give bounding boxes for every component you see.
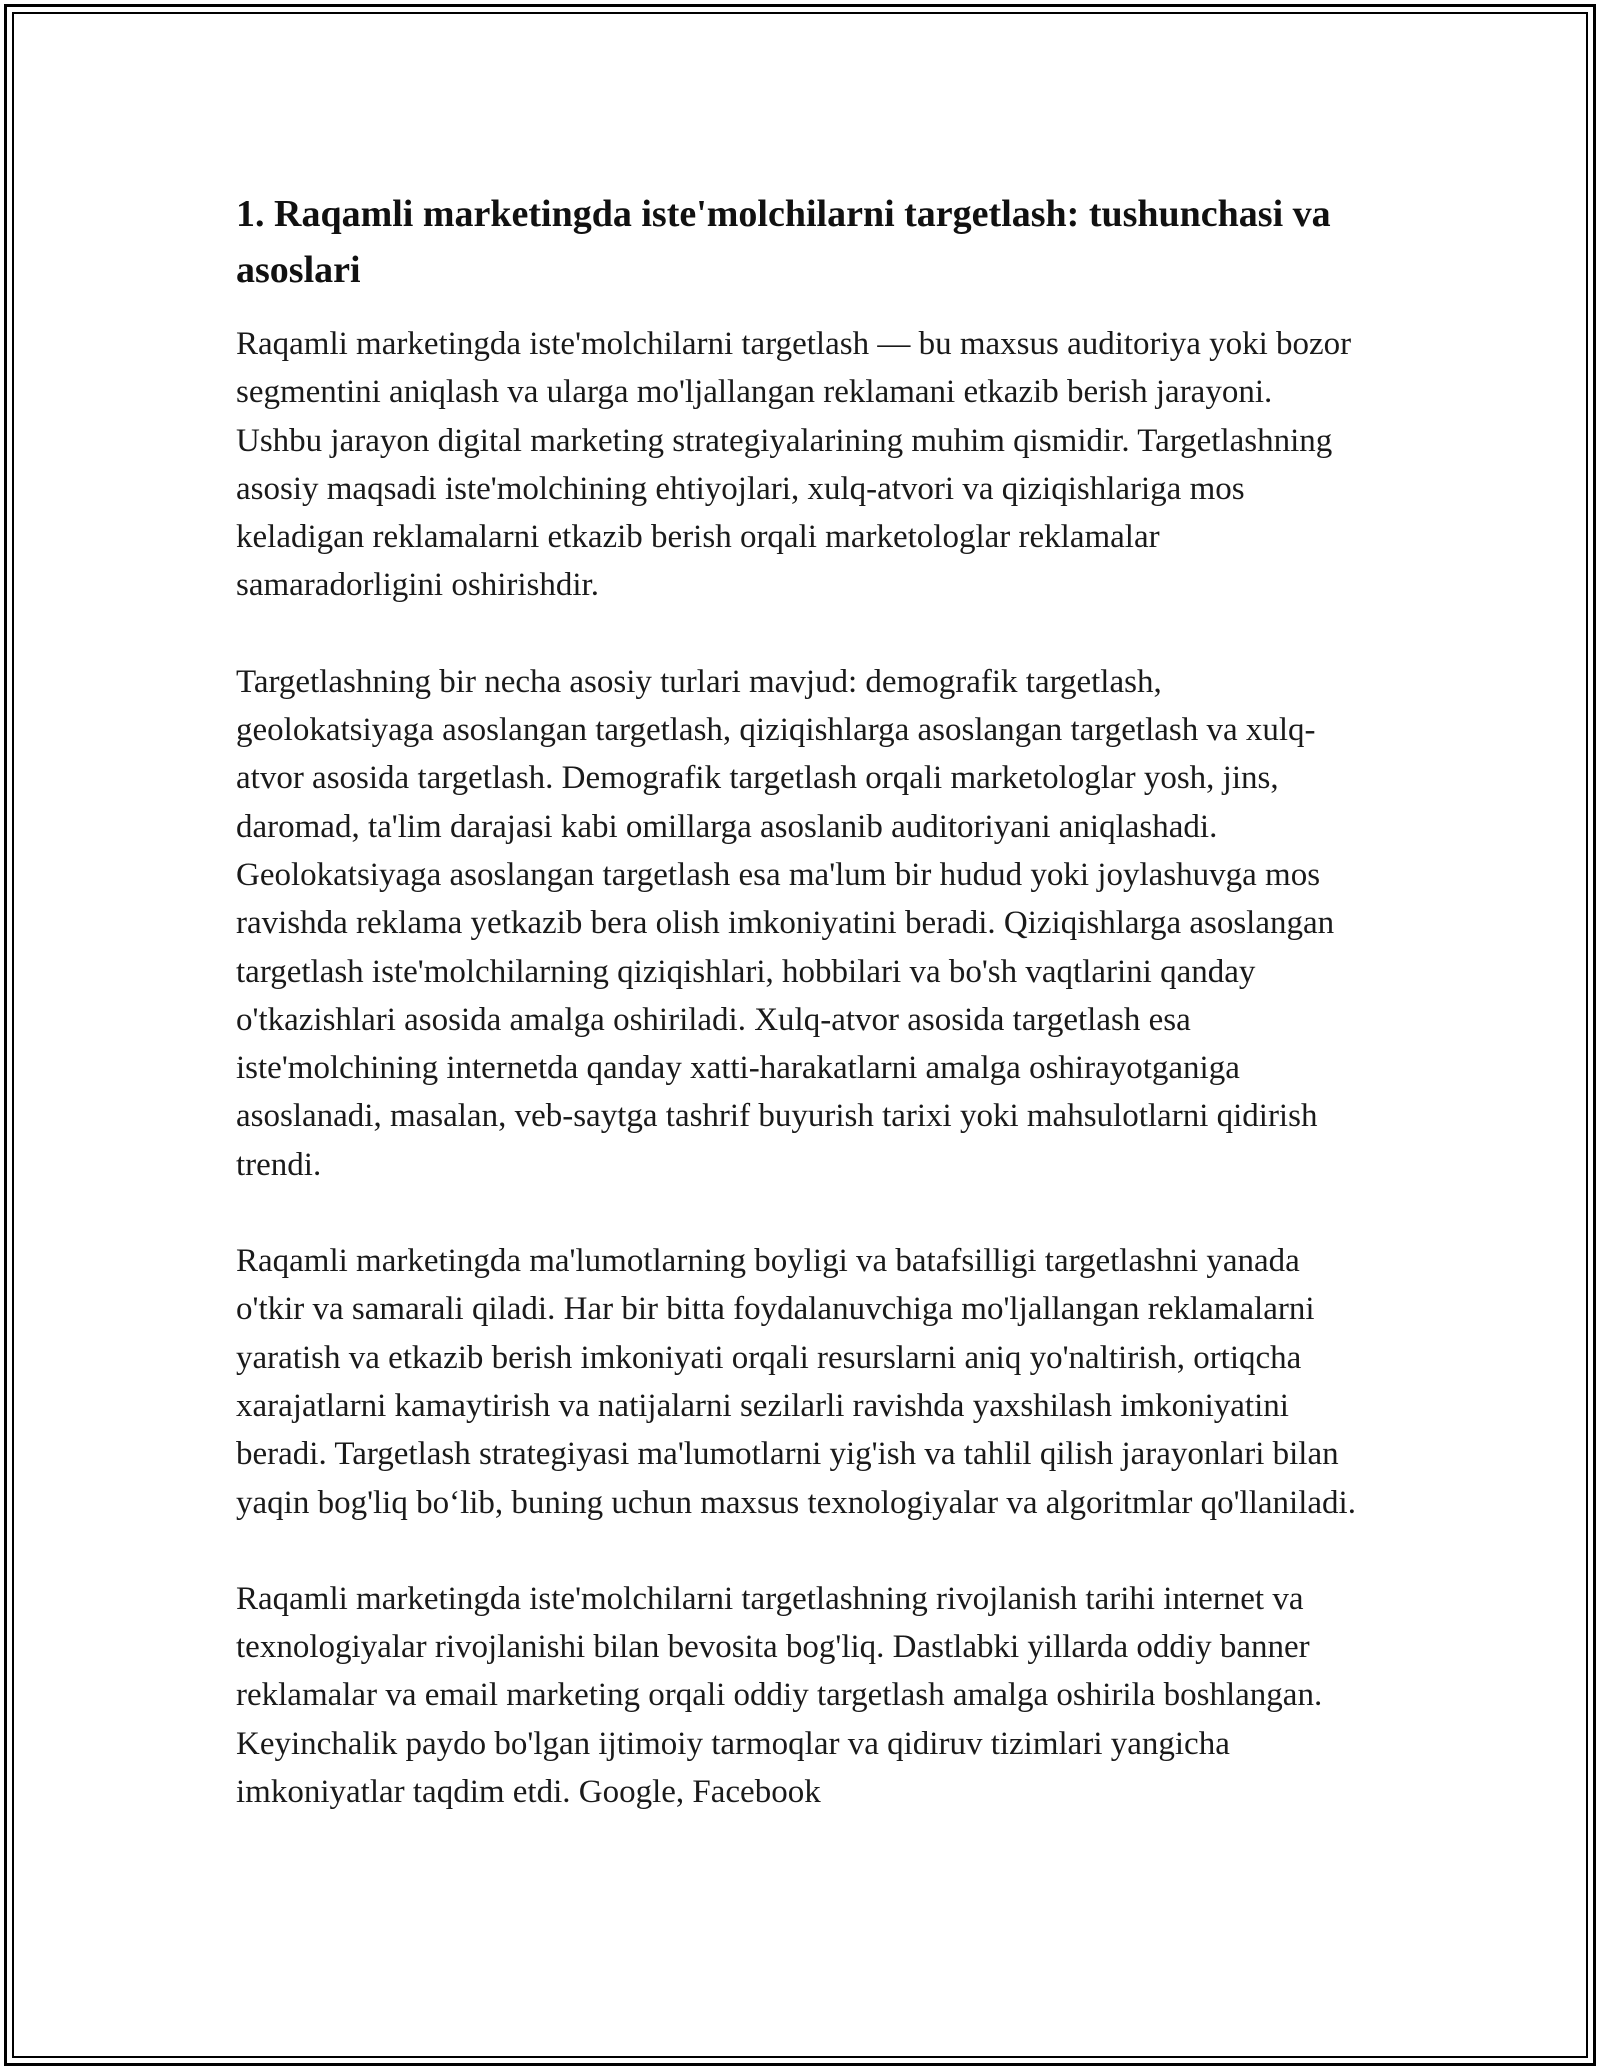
paragraph-3: Raqamli marketingda ma'lumotlarning boyligi va batafsilligi targetlashni yanada o'tkir va samarali qiladi. Har bir bitta foydalanuvchiga mo'ljallangan reklamalarni yaratish va etkazib berish imkoniyati orqali resurslarni aniq yo'naltirish, ortiqcha xarajatlarni kamaytirish va natijalarni sezilarli ravishda yaxshilash imkoniyatini beradi. Targetlash strategiyasi ma'lumotlarni yig'ish va tahlil qilish jarayonlari bilan yaqin bog'liq bo‘lib, buning uchun maxsus texnologiyalar va algoritmlar qo'llaniladi. <box>236 1243 1356 1521</box>
section-heading: 1. Raqamli marketingda iste'molchilarni targetlash: tushunchasi va asoslari <box>236 193 1331 291</box>
paragraph-1: Raqamli marketingda iste'molchilarni targetlash — bu maxsus auditoriya yoki bozor segmentini aniqlash va ularga mo'ljallangan reklamani etkazib berish jarayoni. Ushbu jarayon digital marketing strategiyalarining muhim qismidir. Targetlashning asosiy maqsadi iste'molchining ehtiyojlari, xulq-atvori va qiziqishlariga mos keladigan reklamalarni etkazib berish orqali marketologlar reklamalar samaradorligini oshirishdir. <box>236 326 1352 604</box>
document-body <box>236 186 1366 1864</box>
paragraph-2: Targetlashning bir necha asosiy turlari mavjud: demografik targetlash, geolokatsiyaga asoslangan targetlash, qiziqishlarga asoslangan targetlash va xulq-atvor asosida targetlash. Demografik targetlash orqali marketologlar yosh, jins, daromad, ta'lim darajasi kabi omillarga asoslanib auditoriyani aniqlashadi. Geolokatsiyaga asoslangan targetlash esa ma'lum bir hudud yoki joylashuvga mos ravishda reklama yetkazib bera olish imkoniyatini beradi. Qiziqishlarga asoslangan targetlash iste'molchilarning qiziqishlari, hobbilari va bo'sh vaqtlarini qanday o'tkazishlari asosida amalga oshiriladi. Xulq-atvor asosida targetlash esa iste'molchining internetda qanday xatti-harakatlarni amalga oshirayotganiga asoslanadi, masalan, veb-saytga tashrif buyurish tarixi yoki mahsulotlarni qidirish trendi. <box>236 663 1335 1183</box>
paragraph-4: Raqamli marketingda iste'molchilarni targetlashning rivojlanish tarihi internet va texnologiyalar rivojlanishi bilan bevosita bog'liq. Dastlabki yillarda oddiy banner reklamalar va email marketing orqali oddiy targetlash amalga oshirila boshlangan. Keyinchalik paydo bo'lgan ijtimoiy tarmoqlar va qidiruv tizimlari yangicha imkoniyatlar taqdim etdi. Google, Facebook <box>236 1580 1323 1811</box>
